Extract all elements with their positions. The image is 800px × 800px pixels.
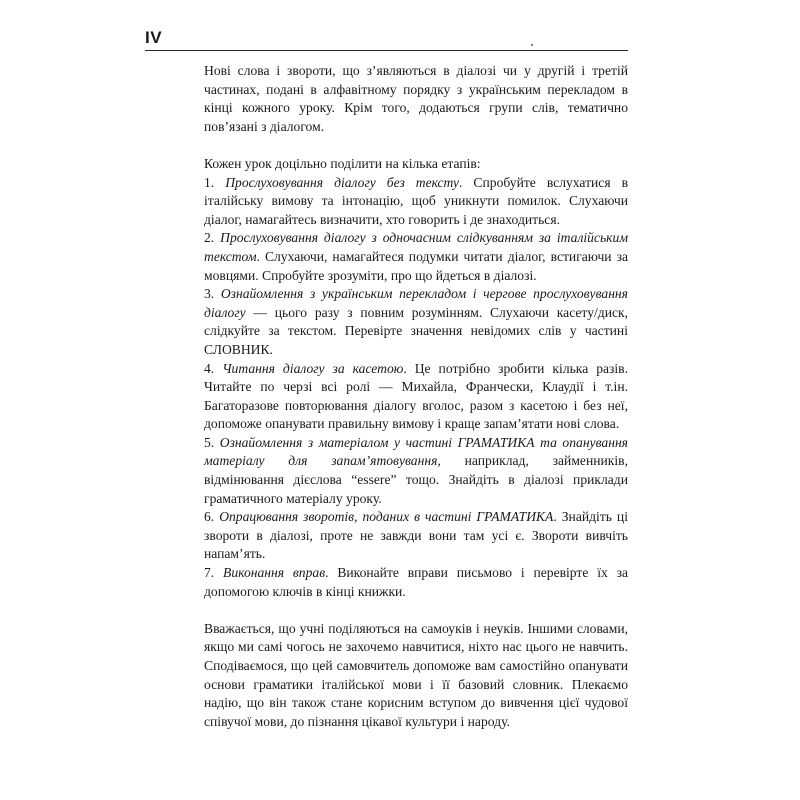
stages-intro: Кожен урок доцільно поділити на кілька етапів: [204, 155, 481, 171]
stage-item [204, 564, 628, 601]
stage-item [204, 174, 628, 230]
stage-text: . Виконайте вправи письмово і перевірте їх за допомогою ключів в кінці книжки. [204, 565, 628, 599]
stage-number: 7. [204, 565, 215, 581]
header-mark [531, 44, 533, 46]
stage-item [204, 508, 628, 564]
stage-number: 5. [204, 434, 215, 450]
paragraph-gap [204, 136, 628, 155]
stage-item [204, 360, 628, 434]
stage-item [204, 434, 628, 508]
stage-text: . Слухаючи, намагайтеся подумки читати діалог, встигаючи за мовцями. Спробуйте зрозуміти, про що йдеться в діалозі. [204, 248, 628, 283]
stage-text: , наприклад, займенників, відмінювання дієслова “essere” тощо. Знайдіть в діалозі приклади граматичного матеріалу уроку. [204, 453, 628, 506]
stage-item [204, 285, 628, 359]
stage-title: Прослуховування діалогу без тексту [225, 174, 460, 190]
stage-title: Виконання вправ [223, 565, 326, 581]
stage-number: 6. [204, 509, 215, 525]
stage-title: Прослуховування діалогу з одночасним слідкуванням за італійським текстом [204, 230, 628, 264]
page-content [204, 62, 628, 731]
stage-number: 4. [204, 360, 215, 376]
stage-title: Опрацювання зворотів, поданих в частині ГРАМАТИКА [219, 509, 554, 525]
page-number: IV [145, 28, 163, 47]
stage-text: — цього разу з повним розумінням. Слухаючи касету/диск, слідкуйте за текстом. Перевірте значення невідомих слів у частині СЛОВНИК. [204, 304, 628, 357]
stage-item [204, 229, 628, 285]
intro-paragraph: Нові слова і звороти, що з’являються в діалозі чи у другій і третій частинах, подані в алфавітному порядку з українським перекладом в кінці кожного уроку. Крім того, додаються групи слів, тематично пов’язані з діалогом. [204, 63, 628, 134]
header-rule [145, 50, 628, 51]
stage-title: Ознайомлення з українським перекладом і чергове прослуховування діалогу [204, 286, 628, 320]
stage-title: Читання діалогу за касетою [222, 360, 404, 376]
paragraph-gap [204, 601, 628, 620]
stage-text: . Спробуйте вслухатися в італійську вимову та інтонацію, щоб уникнути помилок. Слухаючи діалог, намагайтесь визначити, хто говорить і де знаходиться. [204, 174, 628, 227]
stage-number: 1. [204, 174, 215, 190]
stage-number: 3. [204, 286, 215, 302]
stage-text: . Це потрібно зробити кілька разів. Читайте по черзі всі ролі — Михайла, Франчески, Клаудії і т.ін. Багаторазове повторювання діалогу вголос, разом з касетою і без неї, допоможе опанувати правильну вимову і краще запам’ятати нові слова. [204, 360, 628, 432]
stage-title: Ознайомлення з матеріалом у частині ГРАМАТИКА та опанування матеріалу для запам’ятовування [204, 434, 629, 469]
closing-paragraph: Вважається, що учні поділяються на самоуків і неуків. Іншими словами, якщо ми самі чогось не захочемо навчитися, ніхто нас цього не навчить. Сподіваємося, що цей самовчитель допоможе вам самостійно опанувати основи граматики італійської мови і її базовий словник. Плекаємо надію, що він також стане корисним вступом до вивчення цієї чудової співучої мови, до пізнання цікавої культури і народу. [204, 620, 628, 729]
stage-number: 2. [204, 230, 215, 246]
stage-text: . Знайдіть ці звороти в діалозі, проте не завжди вони там усі є. Звороти вивчіть напам’ять. [204, 509, 628, 562]
